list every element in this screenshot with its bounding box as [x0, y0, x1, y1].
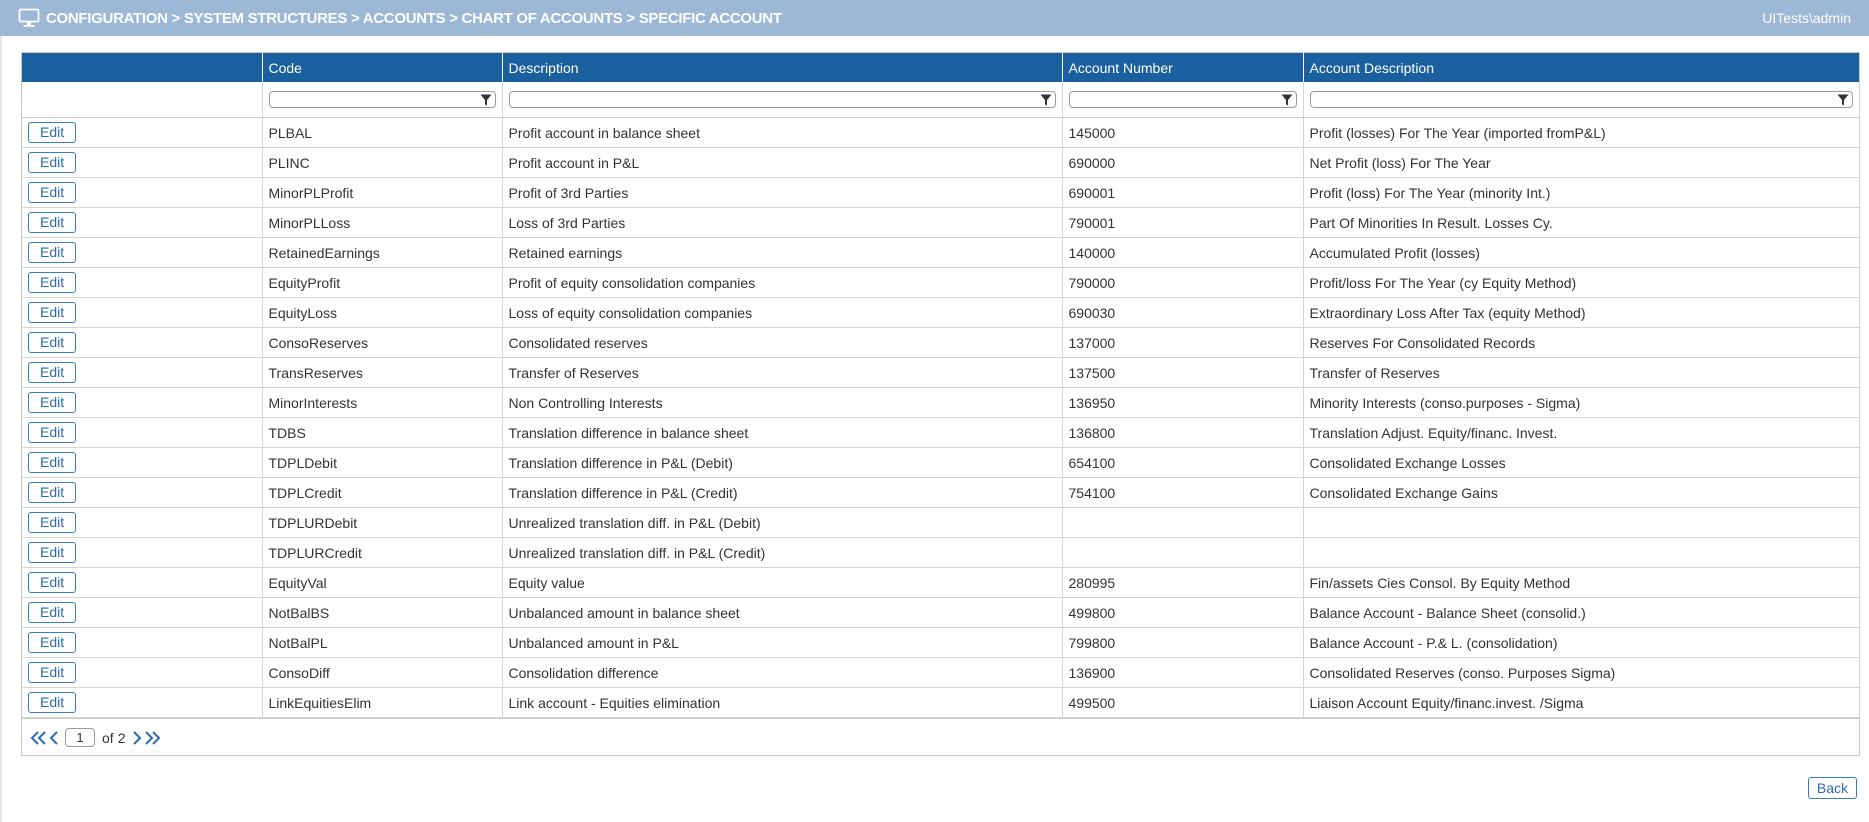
code-cell: EquityLoss: [262, 298, 502, 328]
account-number-cell: 690001: [1062, 178, 1303, 208]
total-pages: 2: [117, 729, 126, 746]
filter-code: [269, 91, 496, 108]
account-number-cell: [1062, 538, 1303, 568]
code-cell: NotBalBS: [262, 598, 502, 628]
edit-button[interactable]: Edit: [28, 272, 76, 293]
account-description-cell: Net Profit (loss) For The Year: [1303, 148, 1859, 178]
filter-cell-account-number: [1062, 82, 1303, 118]
user-name: UITests\admin: [1762, 10, 1851, 26]
of-label: of: [102, 729, 114, 746]
column-header-actions: [22, 53, 262, 82]
code-cell: EquityVal: [262, 568, 502, 598]
first-page-icon[interactable]: [30, 730, 48, 746]
account-description-cell: Liaison Account Equity/financ.invest. /Sigma: [1303, 688, 1859, 718]
table-row: [22, 268, 1859, 298]
description-cell: Profit account in P&L: [502, 148, 1062, 178]
code-cell: NotBalPL: [262, 628, 502, 658]
table-row: [22, 538, 1859, 568]
monitor-icon: [18, 8, 40, 28]
filter-code-input[interactable]: [270, 93, 480, 106]
filter-cell-code: [262, 82, 502, 118]
edit-button[interactable]: Edit: [28, 212, 76, 233]
filter-cell-account-description: [1303, 82, 1859, 118]
account-number-cell: 140000: [1062, 238, 1303, 268]
edit-cell: [22, 628, 262, 658]
filter-account-description-input[interactable]: [1311, 93, 1837, 106]
pager-area: [22, 718, 1859, 755]
edit-cell: [22, 508, 262, 538]
edit-button[interactable]: Edit: [28, 662, 76, 683]
account-number-cell: 280995: [1062, 568, 1303, 598]
account-description-cell: Balance Account - Balance Sheet (consolid.): [1303, 598, 1859, 628]
description-cell: Unbalanced amount in P&L: [502, 628, 1062, 658]
account-description-cell: Consolidated Reserves (conso. Purposes Sigma): [1303, 658, 1859, 688]
edit-cell: [22, 568, 262, 598]
column-header-account-description[interactable]: Account Description: [1303, 53, 1859, 82]
edit-button[interactable]: Edit: [28, 122, 76, 143]
code-cell: MinorPLProfit: [262, 178, 502, 208]
edit-button[interactable]: Edit: [28, 452, 76, 473]
account-number-cell: 499500: [1062, 688, 1303, 718]
edit-button[interactable]: Edit: [28, 602, 76, 623]
code-cell: MinorPLLoss: [262, 208, 502, 238]
filter-icon[interactable]: [480, 94, 492, 106]
filter-icon[interactable]: [1837, 94, 1849, 106]
table-row: [22, 658, 1859, 688]
account-description-cell: Part Of Minorities In Result. Losses Cy.: [1303, 208, 1859, 238]
edit-cell: [22, 208, 262, 238]
filter-description: [509, 91, 1056, 108]
edit-cell: [22, 238, 262, 268]
description-cell: Unrealized translation diff. in P&L (Debit): [502, 508, 1062, 538]
account-number-cell: [1062, 508, 1303, 538]
description-cell: Profit of equity consolidation companies: [502, 268, 1062, 298]
account-description-cell: Translation Adjust. Equity/financ. Invest.: [1303, 418, 1859, 448]
description-cell: Transfer of Reserves: [502, 358, 1062, 388]
edit-cell: [22, 178, 262, 208]
account-description-cell: Extraordinary Loss After Tax (equity Method): [1303, 298, 1859, 328]
table-row: [22, 298, 1859, 328]
top-bar: [0, 0, 1869, 36]
page-number-input[interactable]: [65, 728, 95, 747]
account-description-cell: Profit/loss For The Year (cy Equity Method): [1303, 268, 1859, 298]
edit-cell: [22, 598, 262, 628]
code-cell: TDPLURDebit: [262, 508, 502, 538]
table-row: [22, 688, 1859, 718]
edit-cell: [22, 658, 262, 688]
edit-button[interactable]: Edit: [28, 242, 76, 263]
filter-cell-empty: [22, 82, 262, 118]
edit-button[interactable]: Edit: [28, 302, 76, 323]
accounts-grid: [21, 52, 1860, 756]
filter-account-description: [1310, 91, 1853, 108]
filter-row: [22, 82, 1859, 118]
code-cell: TDPLCredit: [262, 478, 502, 508]
account-description-cell: Consolidated Exchange Losses: [1303, 448, 1859, 478]
filter-cell-description: [502, 82, 1062, 118]
account-description-cell: Fin/assets Cies Consol. By Equity Method: [1303, 568, 1859, 598]
edit-button[interactable]: Edit: [28, 632, 76, 653]
back-button[interactable]: Back: [1808, 777, 1857, 799]
accounts-table: [22, 53, 1860, 718]
code-cell: MinorInterests: [262, 388, 502, 418]
column-header-code[interactable]: Code: [262, 53, 502, 82]
edit-button[interactable]: Edit: [28, 362, 76, 383]
account-description-cell: Minority Interests (conso.purposes - Sigma): [1303, 388, 1859, 418]
grid-body: [22, 118, 1859, 718]
account-number-cell: 690000: [1062, 148, 1303, 178]
table-row: [22, 478, 1859, 508]
last-page-icon[interactable]: [143, 730, 161, 746]
account-number-cell: 799800: [1062, 628, 1303, 658]
code-cell: TDBS: [262, 418, 502, 448]
account-number-cell: 136900: [1062, 658, 1303, 688]
description-cell: Loss of equity consolidation companies: [502, 298, 1062, 328]
edit-button[interactable]: Edit: [28, 692, 76, 713]
account-number-cell: 654100: [1062, 448, 1303, 478]
account-number-cell: 690030: [1062, 298, 1303, 328]
description-cell: Link account - Equities elimination: [502, 688, 1062, 718]
table-row: [22, 148, 1859, 178]
table-row: [22, 328, 1859, 358]
description-cell: Profit account in balance sheet: [502, 118, 1062, 148]
account-number-cell: 136800: [1062, 418, 1303, 448]
edit-button[interactable]: Edit: [28, 152, 76, 173]
code-cell: TDPLURCredit: [262, 538, 502, 568]
table-row: [22, 388, 1859, 418]
description-cell: Unbalanced amount in balance sheet: [502, 598, 1062, 628]
edit-button[interactable]: Edit: [28, 572, 76, 593]
code-cell: ConsoReserves: [262, 328, 502, 358]
account-number-cell: 790000: [1062, 268, 1303, 298]
edit-cell: [22, 448, 262, 478]
code-cell: PLINC: [262, 148, 502, 178]
description-cell: Profit of 3rd Parties: [502, 178, 1062, 208]
next-page-icon[interactable]: [131, 730, 143, 746]
account-description-cell: Accumulated Profit (losses): [1303, 238, 1859, 268]
edit-button[interactable]: Edit: [28, 332, 76, 353]
account-description-cell: Transfer of Reserves: [1303, 358, 1859, 388]
code-cell: EquityProfit: [262, 268, 502, 298]
code-cell: ConsoDiff: [262, 658, 502, 688]
edit-cell: [22, 358, 262, 388]
header-row: [22, 53, 1859, 82]
table-row: [22, 418, 1859, 448]
account-description-cell: Consolidated Exchange Gains: [1303, 478, 1859, 508]
code-cell: TransReserves: [262, 358, 502, 388]
table-row: [22, 238, 1859, 268]
edit-cell: [22, 328, 262, 358]
code-cell: TDPLDebit: [262, 448, 502, 478]
table-row: [22, 508, 1859, 538]
account-number-cell: 499800: [1062, 598, 1303, 628]
code-cell: LinkEquitiesElim: [262, 688, 502, 718]
filter-description-input[interactable]: [510, 93, 1040, 106]
edit-button[interactable]: Edit: [28, 182, 76, 203]
account-number-cell: 137500: [1062, 358, 1303, 388]
breadcrumb: CONFIGURATION > SYSTEM STRUCTURES > ACCOUNTS > CHART OF ACCOUNTS > SPECIFIC ACCOUNT: [46, 9, 782, 27]
table-row: [22, 628, 1859, 658]
edit-cell: [22, 688, 262, 718]
edit-button[interactable]: Edit: [28, 422, 76, 443]
previous-page-icon[interactable]: [48, 730, 60, 746]
filter-icon[interactable]: [1281, 94, 1293, 106]
account-number-cell: 754100: [1062, 478, 1303, 508]
description-cell: Translation difference in balance sheet: [502, 418, 1062, 448]
account-number-cell: 145000: [1062, 118, 1303, 148]
description-cell: Equity value: [502, 568, 1062, 598]
account-description-cell: Profit (loss) For The Year (minority Int.): [1303, 178, 1859, 208]
edit-cell: [22, 268, 262, 298]
edit-button[interactable]: Edit: [28, 392, 76, 413]
edit-button[interactable]: Edit: [28, 512, 76, 533]
edit-cell: [22, 298, 262, 328]
edit-button[interactable]: Edit: [28, 482, 76, 503]
account-number-cell: 790001: [1062, 208, 1303, 238]
filter-account-number: [1069, 91, 1297, 108]
table-row: [22, 598, 1859, 628]
filter-account-number-input[interactable]: [1070, 93, 1281, 106]
column-header-account-number[interactable]: Account Number: [1062, 53, 1303, 82]
table-row: [22, 448, 1859, 478]
description-cell: Non Controlling Interests: [502, 388, 1062, 418]
account-description-cell: [1303, 508, 1859, 538]
account-description-cell: Balance Account - P.& L. (consolidation): [1303, 628, 1859, 658]
description-cell: Translation difference in P&L (Debit): [502, 448, 1062, 478]
table-row: [22, 358, 1859, 388]
code-cell: RetainedEarnings: [262, 238, 502, 268]
edit-cell: [22, 388, 262, 418]
account-number-cell: 136950: [1062, 388, 1303, 418]
description-cell: Retained earnings: [502, 238, 1062, 268]
account-description-cell: [1303, 538, 1859, 568]
description-cell: Unrealized translation diff. in P&L (Credit): [502, 538, 1062, 568]
edit-cell: [22, 148, 262, 178]
table-row: [22, 568, 1859, 598]
edit-cell: [22, 478, 262, 508]
column-header-description[interactable]: Description: [502, 53, 1062, 82]
description-cell: Translation difference in P&L (Credit): [502, 478, 1062, 508]
description-cell: Loss of 3rd Parties: [502, 208, 1062, 238]
edit-cell: [22, 118, 262, 148]
description-cell: Consolidated reserves: [502, 328, 1062, 358]
table-row: [22, 118, 1859, 148]
account-description-cell: Profit (losses) For The Year (imported fromP&L): [1303, 118, 1859, 148]
code-cell: PLBAL: [262, 118, 502, 148]
edit-cell: [22, 418, 262, 448]
pager: [30, 728, 161, 747]
table-row: [22, 178, 1859, 208]
main-content: [0, 36, 1869, 822]
account-description-cell: Reserves For Consolidated Records: [1303, 328, 1859, 358]
edit-button[interactable]: Edit: [28, 542, 76, 563]
filter-icon[interactable]: [1040, 94, 1052, 106]
edit-cell: [22, 538, 262, 568]
table-row: [22, 208, 1859, 238]
account-number-cell: 137000: [1062, 328, 1303, 358]
description-cell: Consolidation difference: [502, 658, 1062, 688]
